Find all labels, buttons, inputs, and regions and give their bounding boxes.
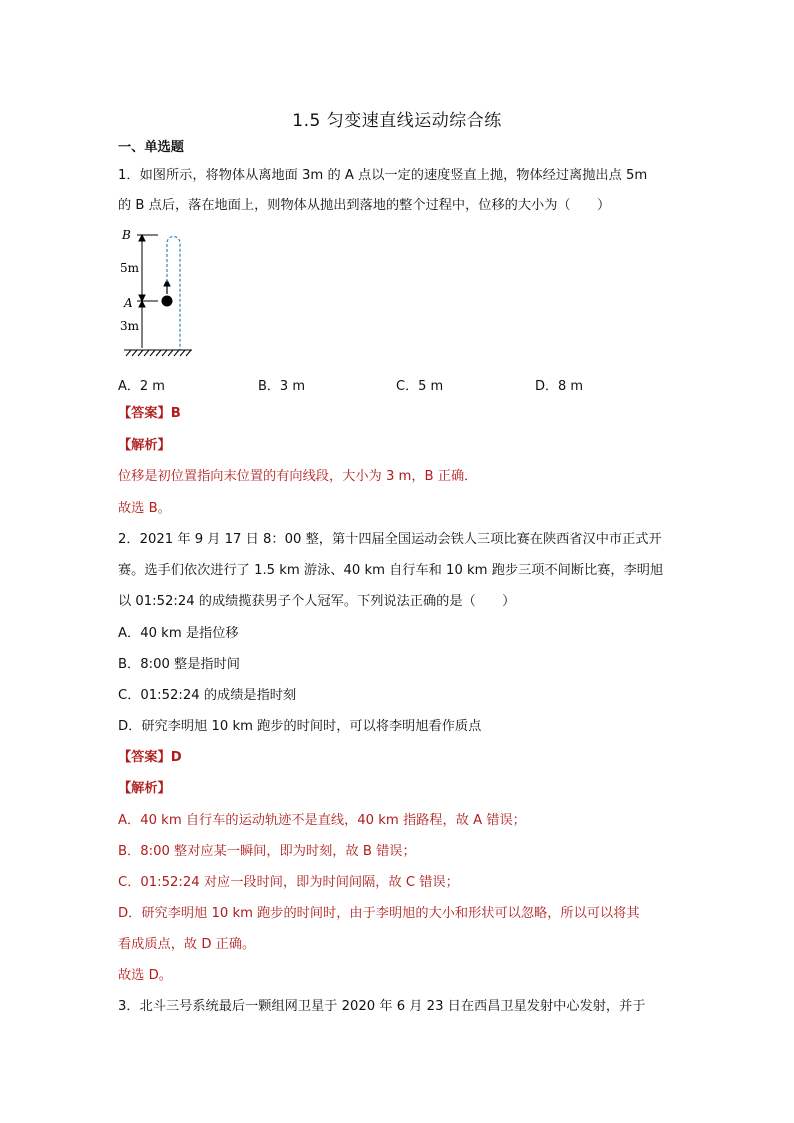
q2-answer: 【答案】D [118,750,182,765]
q2-stem-line-3: 以 01:52:24 的成绩揽获男子个人冠军。下列说法正确的是（ ） [118,594,516,609]
q1-choice: 故选 B。 [118,501,171,516]
figure-tick-marks [137,235,158,301]
q1-option-c: C．5 m [396,379,444,394]
q3-stem-line-1: 3．北斗三号系统最后一颗组网卫星于 2020 年 6 月 23 日在西昌卫星发射中心发射，并于 [118,999,646,1014]
q1-option-b: B．3 m [258,379,305,394]
q1-option-d: D．8 m [535,379,584,394]
q2-analysis-line-4: D．研究李明旭 10 km 跑步的时间时，由于李明旭的大小和形状可以忽略，所以可以将其 [118,906,640,921]
q1-figure [118,228,208,358]
figure-label-a: A [124,296,133,310]
q1-option-a: A．2 m [118,379,165,394]
trajectory-path [167,237,180,351]
page-title: 1.5 匀变速直线运动综合练 [292,111,502,131]
dimension-arrows [139,235,145,348]
q1-stem-line-2: 的 B 点后，落在地面上，则物体从抛出到落地的整个过程中，位移的大小为（ ） [118,198,611,213]
q2-analysis-line-2: B．8:00 整对应某一瞬间，即为时刻，故 B 错误； [118,844,416,859]
figure-label-5m: 5m [120,261,140,275]
q2-option-a: A．40 km 是指位移 [118,626,239,641]
q2-stem-line-1: 2．2021 年 9 月 17 日 8：00 整，第十四届全国运动会铁人三项比赛在陕西省汉中市正式开 [118,532,662,547]
velocity-arrow-icon [164,280,170,294]
q2-option-b: B．8:00 整是指时间 [118,657,240,672]
q2-stem-line-2: 赛。选手们依次进行了 1.5 km 游泳、40 km 自行车和 10 km 跑步三项不间断比赛，李明旭 [118,563,664,578]
q2-analysis-heading: 【解析】 [118,781,171,796]
q1-analysis-heading: 【解析】 [118,438,171,453]
q2-option-c: C．01:52:24 的成绩是指时刻 [118,688,297,703]
ball-icon [162,296,173,307]
q2-choice: 故选 D。 [118,968,172,983]
q2-analysis-line-1: A．40 km 自行车的运动轨迹不是直线，40 km 指路程，故 A 错误； [118,813,526,828]
q1-stem-line-1: 1．如图所示，将物体从离地面 3m 的 A 点以一定的速度竖直上抛，物体经过离抛出点 5m [118,168,648,183]
q1-answer: 【答案】B [118,406,181,421]
q2-option-d: D．研究李明旭 10 km 跑步的时间时，可以将李明旭看作质点 [118,719,482,734]
q1-analysis: 位移是初位置指向末位置的有向线段，大小为 3 m，B 正确． [118,469,478,484]
q2-analysis-line-3: C．01:52:24 对应一段时间，即为时间间隔，故 C 错误； [118,875,459,890]
q2-analysis-line-5: 看成质点，故 D 正确。 [118,937,256,952]
section-heading: 一、单选题 [118,140,184,155]
ground-icon [124,350,192,356]
figure-label-b: B [122,228,131,242]
figure-label-3m: 3m [120,319,140,333]
